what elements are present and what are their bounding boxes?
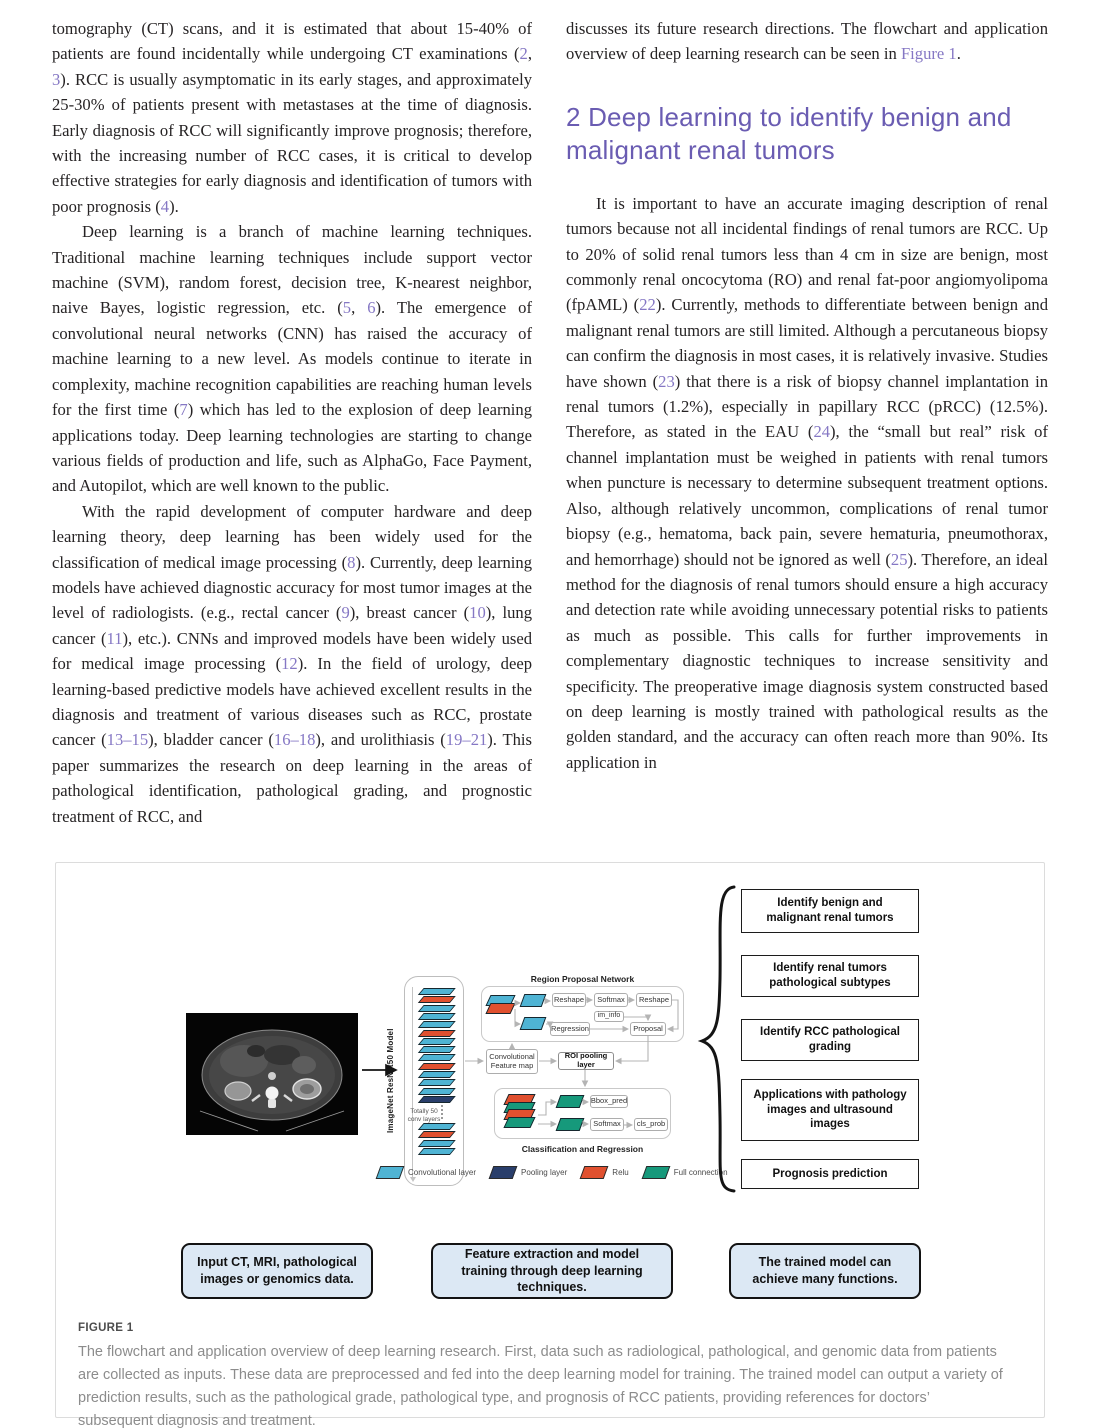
feature-parallelogram-top [520,994,547,1007]
conv-layers-note: Totally 50 conv layers [407,1108,441,1124]
fc-parallelogram-bottom [556,1118,585,1131]
ct-scan-image [186,1013,358,1135]
feature-map-box: Convolutional Feature map [486,1049,538,1074]
right-body-paragraphs [566,191,1048,775]
body-paragraph: Deep learning is a branch of machine learning techniques. Traditional machine learning techniques include support vector machine (SVM), random forest, decision tree, K-nearest neighbor, naive Bayes, logistic regression, etc. (5, 6). The emergence of convolutional neural networks (CNN) has raised the accuracy of machine learning to a new level. As models continue to iterate in complexity, machine recognition capabilities are reaching human levels for the first time (7) which has led to the explosion of deep learning applications today. Deep learning technologies are starting to change various fields of production and life, such as AlphaGo, Face Payment, and Autopilot, which are well known to the public. [52,222,533,496]
output-box-benign-malignant: Identify benign and malignant renal tumors [741,889,919,933]
fc-legend-swatch [641,1166,670,1179]
conv-layer-shape [418,988,455,995]
legend-item [378,1166,476,1179]
figure-caption-text: The flowchart and application overview of deep learning research. First, data such as radiological, pathological, and genomic data from patients are collected as inputs. These data are preprocessed and fed into the deep learning model for training. The trained model can output a variety of prediction results, such as the pathological grade, pathological type, and prognosis of RCC patients, providing references for doctors’ subsequent diagnosis and treatment. [78,1344,1003,1428]
relu-layer-shape [418,1063,455,1070]
body-paragraph: With the rapid development of computer hardware and deep learning theory, deep learning has been widely used for the classification of medical image processing (8). Currently, deep learning models have achieved diagnostic accuracy for most tumor images at the level of radiologists. (e.g., rectal cancer (9), breast cancer (10), lung cancer (11), etc.). CNNs and improved models have been widely used for medical image processing (12). In the field of urology, deep learning-based predictive models have achieved excellent results in the diagnosis and treatment of various diseases such as RCC, prostate cancer (13–15), bladder cancer (16–18), and urolithiasis (19–21). This paper summarizes the research on deep learning in the areas of pathological identification, pathological grading, and prognostic treatment of RCC, and [52,501,532,826]
resnet-model-box [404,976,464,1186]
citation-link[interactable]: Figure 1 [900,44,957,64]
citation-link[interactable]: 7 [179,400,188,420]
citation-link[interactable]: 3 [52,69,61,89]
right-column [566,16,1048,775]
citation-link[interactable]: 12 [281,654,298,674]
body-paragraph: discusses its future research directions. The flowchart and application overview of deep learning research can be seen in Figure 1. [566,19,1048,64]
fc-layer-shape [503,1117,535,1128]
conv-layer-shape [418,1071,455,1078]
citation-link[interactable]: 24 [813,422,831,442]
relu-legend-swatch [580,1166,609,1179]
relu-layer-shape [418,996,455,1003]
pool-legend-swatch [489,1166,518,1179]
citation-link[interactable]: 9 [341,603,350,623]
conv-legend-swatch [376,1166,405,1179]
feature-parallelogram-bottom [520,1017,547,1030]
fc-parallelogram-top [556,1095,585,1108]
figure-caption-label: FIGURE 1 [78,1322,134,1334]
softmax-box-cls: Softmax [590,1118,624,1131]
legend-label: Convolutional layer [408,1168,477,1177]
citation-link[interactable]: 8 [347,552,356,572]
flowchart [56,863,1044,1308]
body-paragraph: tomography (CT) scans, and it is estimated that about 15-40% of patients are found incidentally while undergoing CT examinations (2, 3). RCC is usually asymptomatic in its early stages, and approximately 25-30% of patients present with metastases at the time of diagnosis. Early diagnosis of RCC will significantly improve prognosis; therefore, with the increasing number of RCC cases, it is critical to develop effective strategies for early diagnosis and identification of tumors with poor prognosis (4). [52,19,532,216]
section-heading: 2 Deep learning to identify benign and malignant renal tumors [566,101,1012,165]
bottom-box-training: Feature extraction and model training through deep learning techniques. [431,1243,673,1299]
conv-layer-shape [418,1046,455,1053]
citation-link[interactable]: 22 [639,295,656,315]
layer-legend [378,1166,728,1179]
model-depth-line [412,987,413,1177]
citation-link[interactable]: 6 [367,298,376,318]
softmax-box-rpn: Softmax [594,993,628,1007]
citation-link[interactable]: 4 [160,196,170,216]
bottom-box-functions: The trained model can achieve many functions. [729,1243,921,1299]
right-lead-paragraphs [566,16,1048,67]
body-paragraph: It is important to have an accurate imaging description of renal tumors because not all incidental findings of renal tumors are RCC. Up to 20% of solid renal tumors less than 4 cm in size are benign, most commonly renal oncocytoma (RO) and renal fat-poor angiomyolipoma (fpAML) (22). Currently, methods to differentiate between benign and malignant renal tumors are still limited. Although a percutaneous biopsy can confirm the diagnosis in most cases, it is relatively invasive. Studies have shown (23) that there is a risk of biopsy channel implantation in renal tumors (1.2%), especially in papillary RCC (pRCC) (12.5%). Therefore, as stated in the EAU (24), the “small but real” risk of channel implantation must be weighed in patients with renal tumors when puncture is necessary to determine subsequent treatment options. Also, although relatively uncommon, complications of renal tumor biopsy (e.g., hematoma, back pain, severe hematuria, pneumothorax, and hemorrhage) should not be ignored as well (25). Therefore, an ideal method for the diagnosis of renal tumors should ensure a high accuracy and detection rate while avoiding unnecessary potential risks to patients as much as possible. This calls for further improvements in complementary diagnostic techniques to increase sensitivity and specificity. The preoperative image diagnosis system constructed based on deep learning is mostly trained with pathological results as the golden standard, and the accuracy can often reach more than 90%. Its application in [566,193,1049,772]
citation-link[interactable]: 25 [890,549,908,569]
conv-layer-shape [418,1005,455,1012]
rpn-title: Region Proposal Network [530,974,635,984]
relu-layer-shape [418,1030,455,1037]
conv-layer-shape [418,1038,455,1045]
output-box-grading: Identify RCC pathological grading [741,1019,919,1061]
citation-link[interactable]: 10 [469,603,486,623]
model-vertical-label: ImageNet ResNet50 Model [386,1028,395,1134]
im-info-box: im_info [594,1011,624,1022]
output-box-applications: Applications with pathology images and ultrasound images [741,1079,919,1141]
citation-link[interactable]: 13–15 [106,730,149,750]
output-box-prognosis: Prognosis prediction [741,1159,919,1189]
proposal-box: Proposal [630,1022,666,1036]
conv-layer-shape [418,1054,455,1061]
relu-layer-shape [418,1131,455,1138]
citation-link[interactable]: 23 [658,371,675,391]
figure-1-card [55,862,1045,1428]
figure-caption [56,1308,1044,1428]
citation-link[interactable]: 19–21 [445,730,488,750]
conv-layer-shape [418,1123,455,1130]
citation-link[interactable]: 16–18 [273,730,316,750]
citation-link[interactable]: 11 [106,628,123,648]
reshape-box-2: Reshape [636,993,672,1007]
legend-label: Relu [612,1168,629,1177]
citation-link[interactable]: 2 [519,44,528,64]
citation-link[interactable]: 5 [342,298,352,318]
conv-layer-shape [418,1140,455,1147]
stack-gap-dots [441,1105,443,1119]
cls-prob-box: cls_prob [634,1118,668,1131]
legend-label: Full connection [673,1168,728,1177]
bottom-box-input: Input CT, MRI, pathological images or genomics data. [181,1243,373,1299]
regression-box: Regression [550,1022,590,1036]
bbox-pred-box: Bbox_pred [590,1095,628,1108]
legend-item [491,1166,567,1179]
conv-layer-shape [418,1079,455,1086]
conv-layer-shape [418,1148,455,1155]
roi-pooling-box: ROI pooling layer [558,1052,614,1070]
pool-layer-shape [418,1096,455,1103]
cls-title: Classification and Regression [521,1144,644,1154]
relu-layer-shape [485,1003,515,1014]
conv-layer-shape [418,1021,455,1028]
conv-layer-shape [418,1088,455,1095]
curly-brace [694,883,742,1195]
left-column [52,16,532,829]
output-box-subtypes: Identify renal tumors pathological subtypes [741,955,919,997]
legend-label: Pooling layer [521,1168,568,1177]
reshape-box-1: Reshape [552,993,586,1007]
conv-layer-shape [418,1013,455,1020]
legend-item [582,1166,628,1179]
